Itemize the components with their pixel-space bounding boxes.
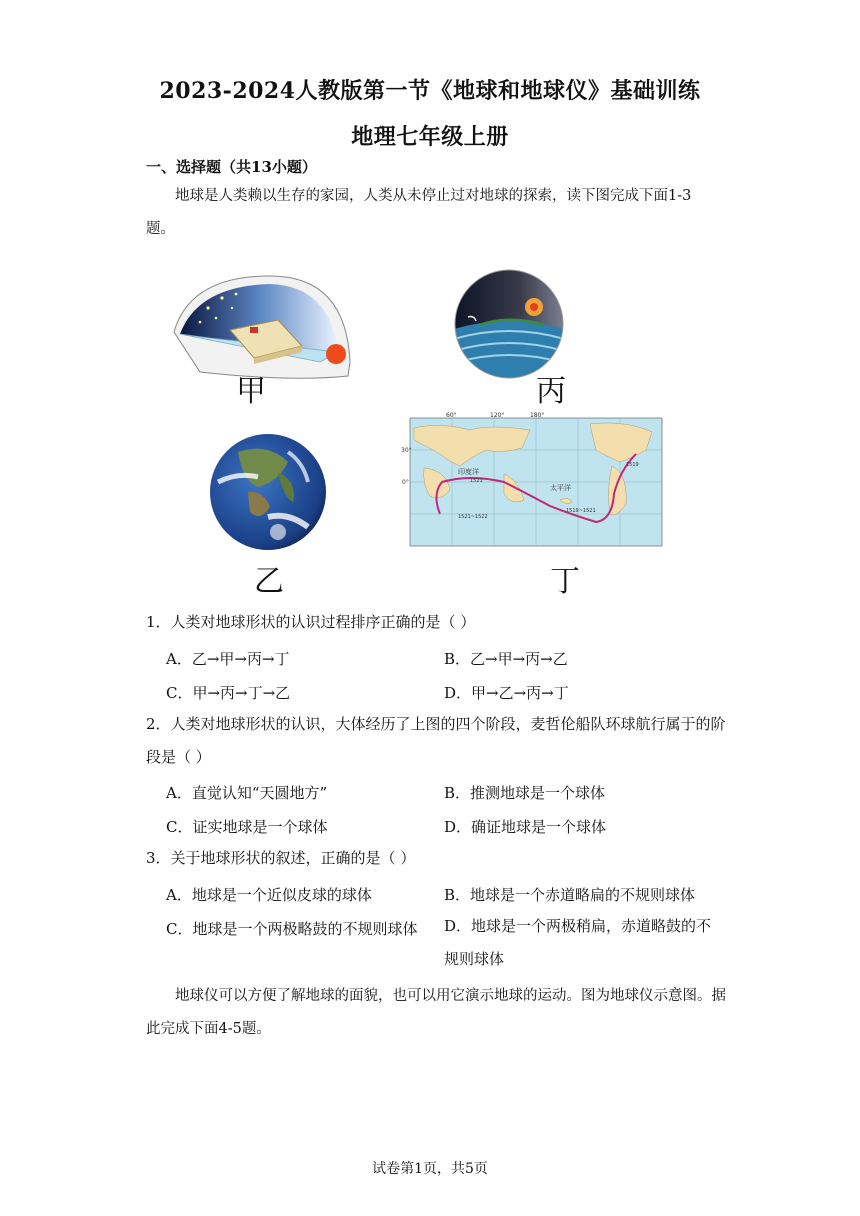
question-2-stem: 2．人类对地球形状的认识，大体经历了上图的四个阶段，麦哲伦船队环球航行属于的阶段是（ ） xyxy=(146,715,726,766)
intro-paragraph-1: 地球是人类赖以生存的家园，人类从未停止过对地球的探索，读下图完成下面1-3题。 xyxy=(146,188,692,237)
q3-option-d: D．地球是一个两极稍扁，赤道略鼓的不规则球体 xyxy=(444,917,712,968)
page-footer: 试卷第1页，共5页 xyxy=(372,1161,488,1177)
page-subtitle: 地理七年级上册 xyxy=(351,124,509,150)
map-route-label-1521-1522: 1521~1522 xyxy=(458,514,488,520)
section-heading: 一、选择题（共13小题） xyxy=(146,158,317,176)
map-label-indian-ocean: 印度洋 xyxy=(458,468,479,476)
q1-option-d: D．甲→乙→丙→丁 xyxy=(444,684,569,702)
map-route-label-1521: 1521 xyxy=(470,478,483,484)
q3-option-b: B．地球是一个赤道略扁的不规则球体 xyxy=(444,886,696,904)
figure-yi-label: 乙 xyxy=(254,564,284,599)
q2-option-d: D．确证地球是一个球体 xyxy=(444,818,607,836)
page-title: 2023-2024人教版第一节《地球和地球仪》基础训练 xyxy=(159,78,701,104)
intro-paragraph-2: 地球仪可以方便了解地球的面貌，也可以用它演示地球的运动。图为地球仪示意图。据此完成下面4-5题。 xyxy=(146,988,726,1037)
figure-yi-image xyxy=(208,432,328,552)
map-tick-60: 60° xyxy=(446,412,457,419)
figure-ding-map xyxy=(400,410,666,552)
map-label-pacific: 太平洋 xyxy=(550,484,571,492)
q2-option-b: B．推测地球是一个球体 xyxy=(444,784,606,802)
question-1-stem: 1．人类对地球形状的认识过程排序正确的是（ ） xyxy=(146,613,476,631)
figure-jia-label: 甲 xyxy=(236,374,266,409)
map-tick-0: 0° xyxy=(402,479,409,486)
map-tick-180: 180° xyxy=(530,412,545,419)
map-tick-120: 120° xyxy=(490,412,505,419)
q3-option-c: C．地球是一个两极略鼓的不规则球体 xyxy=(166,920,418,938)
map-tick-30: 30° xyxy=(401,447,412,454)
q1-option-a: A．乙→甲→丙→丁 xyxy=(166,650,290,668)
figure-bing-image xyxy=(454,269,564,379)
q3-option-a: A．地球是一个近似皮球的球体 xyxy=(166,886,372,904)
question-3-stem: 3．关于地球形状的叙述，正确的是（ ） xyxy=(146,849,416,867)
figure-ding-label: 丁 xyxy=(550,564,580,599)
map-route-label-1519-1521: 1519~1521 xyxy=(566,508,596,514)
q2-option-a: A．直觉认知“天圆地方” xyxy=(166,784,328,802)
q1-option-b: B．乙→甲→丙→乙 xyxy=(444,650,568,668)
q1-option-c: C．甲→丙→丁→乙 xyxy=(166,684,291,702)
map-route-label-1519: 1519 xyxy=(626,462,639,468)
q2-option-c: C．证实地球是一个球体 xyxy=(166,818,328,836)
figure-bing-label: 丙 xyxy=(536,374,566,409)
